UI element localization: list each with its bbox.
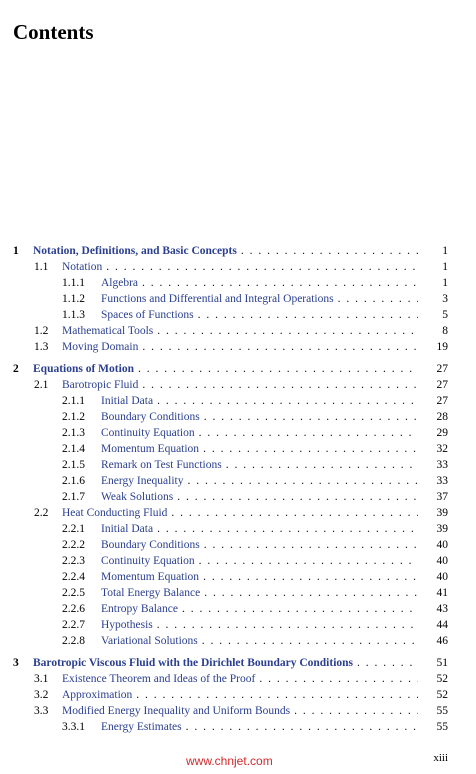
dot-leader — [188, 473, 419, 489]
toc-entry[interactable] — [0, 275, 476, 291]
toc-entry-line — [62, 339, 446, 355]
toc-entry-line — [101, 457, 446, 473]
dot-leader — [177, 489, 418, 505]
toc-entry-page: 5 — [442, 309, 448, 321]
toc-entry-page: 52 — [436, 673, 448, 685]
toc-entry-title-link[interactable]: Momentum Equation — [101, 571, 200, 583]
toc-entry-number: 2.2.2 — [62, 539, 85, 551]
toc-entry-line — [101, 307, 446, 323]
toc-entry[interactable] — [0, 393, 476, 409]
toc-entry-page: 41 — [436, 587, 448, 599]
toc-entry-number: 3.1 — [34, 673, 49, 685]
dot-leader — [357, 655, 418, 671]
toc-entry-page: 1 — [442, 277, 448, 289]
toc-entry-title-link[interactable]: Functions and Differential and Integral Operations — [101, 293, 334, 305]
toc-entry-page: 44 — [436, 619, 448, 631]
toc-entry-title-link[interactable]: Initial Data — [101, 523, 154, 535]
toc-entry[interactable] — [0, 633, 476, 649]
toc-entry[interactable] — [0, 671, 476, 687]
dot-leader — [171, 505, 418, 521]
toc-entry-page: 55 — [436, 705, 448, 717]
toc-entry-line — [101, 617, 446, 633]
toc-entry-page: 55 — [436, 721, 448, 733]
toc-entry[interactable] — [0, 441, 476, 457]
toc-entry-line — [101, 291, 446, 307]
toc-entry-page: 27 — [436, 395, 448, 407]
toc-entry-title-link[interactable]: Weak Solutions — [101, 491, 174, 503]
toc-entry-page: 33 — [436, 459, 448, 471]
toc-entry[interactable] — [0, 425, 476, 441]
toc-entry-page: 39 — [436, 523, 448, 535]
toc-entry-page: 46 — [436, 635, 448, 647]
toc-entry-number: 3 — [13, 657, 19, 669]
toc-entry-line — [101, 393, 446, 409]
dot-leader — [157, 323, 418, 339]
toc-entry-line — [62, 703, 446, 719]
toc-entry-number: 3.3 — [34, 705, 49, 717]
toc-entry-line — [101, 633, 446, 649]
toc-entry-title-link[interactable]: Momentum Equation — [101, 443, 200, 455]
dot-leader — [259, 671, 418, 687]
toc-entry-number: 2.1.4 — [62, 443, 85, 455]
toc-entry-line — [101, 409, 446, 425]
toc-entry-line — [62, 671, 446, 687]
toc-entry-title-link[interactable]: Remark on Test Functions — [101, 459, 222, 471]
toc-entry-title-link[interactable]: Spaces of Functions — [101, 309, 194, 321]
dot-leader — [204, 585, 418, 601]
toc-entry-line — [101, 521, 446, 537]
toc-entry[interactable] — [0, 259, 476, 275]
toc-entry[interactable] — [0, 703, 476, 719]
toc-entry-number: 1.1.3 — [62, 309, 85, 321]
toc-entry-line — [101, 441, 446, 457]
toc-entry[interactable] — [0, 719, 476, 735]
toc-entry-number: 2.2.1 — [62, 523, 85, 535]
toc-entry-title-link[interactable]: Entropy Balance — [101, 603, 178, 615]
toc-entry[interactable] — [0, 521, 476, 537]
toc-entry-title-link[interactable]: Algebra — [101, 277, 139, 289]
toc-entry[interactable] — [0, 473, 476, 489]
table-of-contents — [0, 243, 476, 735]
toc-entry-line — [33, 243, 446, 259]
toc-entry[interactable] — [0, 323, 476, 339]
toc-entry-page: 37 — [436, 491, 448, 503]
dot-leader — [142, 275, 418, 291]
toc-entry-title-link[interactable]: Modified Energy Inequality and Uniform Bounds — [62, 705, 291, 717]
toc-entry-number: 2 — [13, 363, 19, 375]
toc-entry-number: 2.1 — [34, 379, 49, 391]
dot-leader — [203, 569, 418, 585]
page-number: xiii — [433, 752, 448, 764]
dot-leader — [142, 377, 418, 393]
toc-entry-page: 39 — [436, 507, 448, 519]
toc-entry-page: 1 — [442, 261, 448, 273]
toc-entry[interactable] — [0, 655, 476, 671]
toc-entry[interactable] — [0, 457, 476, 473]
toc-entry-line — [101, 601, 446, 617]
toc-entry-title-link[interactable]: Variational Solutions — [101, 635, 198, 647]
toc-entry[interactable] — [0, 489, 476, 505]
toc-entry-page: 8 — [442, 325, 448, 337]
dot-leader — [157, 617, 418, 633]
toc-entry[interactable] — [0, 601, 476, 617]
toc-entry-line — [62, 687, 446, 703]
toc-entry-line — [62, 505, 446, 521]
toc-entry-title-link[interactable]: Mathematical Tools — [62, 325, 154, 337]
toc-entry[interactable] — [0, 537, 476, 553]
toc-entry-title-link[interactable]: Total Energy Balance — [101, 587, 201, 599]
toc-entry-line — [33, 655, 446, 671]
toc-entry[interactable] — [0, 291, 476, 307]
toc-entry-number: 2.2.3 — [62, 555, 85, 567]
toc-entry[interactable] — [0, 569, 476, 585]
toc-entry-number: 2.2.7 — [62, 619, 85, 631]
watermark-text: www.chnjet.com — [186, 754, 273, 768]
toc-entry-number: 1.1 — [34, 261, 49, 273]
toc-entry-page: 32 — [436, 443, 448, 455]
toc-entry-line — [101, 425, 446, 441]
toc-entry-number: 3.3.1 — [62, 721, 85, 733]
dot-leader — [182, 601, 418, 617]
toc-entry-page: 40 — [436, 539, 448, 551]
toc-entry-line — [101, 275, 446, 291]
toc-entry-number: 2.2.8 — [62, 635, 85, 647]
toc-entry-line — [101, 719, 446, 735]
toc-entry[interactable] — [0, 409, 476, 425]
toc-entry[interactable] — [0, 339, 476, 355]
toc-entry[interactable] — [0, 617, 476, 633]
toc-entry[interactable] — [0, 687, 476, 703]
dot-leader — [294, 703, 418, 719]
toc-entry-number: 2.2.5 — [62, 587, 85, 599]
toc-entry-title-link[interactable]: Barotropic Viscous Fluid with the Dirichlet Boundary Conditions — [33, 657, 354, 669]
toc-entry[interactable] — [0, 505, 476, 521]
toc-entry-number: 3.2 — [34, 689, 49, 701]
toc-entry-page: 52 — [436, 689, 448, 701]
toc-entry-line — [101, 585, 446, 601]
toc-entry-number: 2.1.2 — [62, 411, 85, 423]
toc-entry-number: 2.2.4 — [62, 571, 85, 583]
toc-entry-title-link[interactable]: Continuity Equation — [101, 555, 195, 567]
toc-entry-title-link[interactable]: Equations of Motion — [33, 363, 134, 375]
toc-entry-number: 1.3 — [34, 341, 49, 353]
page-title: Contents — [13, 20, 94, 44]
toc-entry[interactable] — [0, 585, 476, 601]
toc-entry-number: 1.2 — [34, 325, 49, 337]
toc-entry-title-link[interactable]: Boundary Conditions — [101, 539, 200, 551]
dot-leader — [199, 553, 418, 569]
toc-entry-number: 2.1.1 — [62, 395, 85, 407]
dot-leader — [203, 441, 418, 457]
toc-entry-title-link[interactable]: Continuity Equation — [101, 427, 195, 439]
toc-entry-title-link[interactable]: Initial Data — [101, 395, 154, 407]
toc-entry-line — [101, 553, 446, 569]
dot-leader — [198, 307, 418, 323]
toc-entry[interactable] — [0, 377, 476, 393]
dot-leader — [138, 361, 418, 377]
dot-leader — [204, 409, 418, 425]
toc-entry-number: 2.1.5 — [62, 459, 85, 471]
dot-leader — [157, 521, 418, 537]
toc-entry-line — [62, 377, 446, 393]
dot-leader — [106, 259, 418, 275]
toc-entry-page: 51 — [436, 657, 448, 669]
toc-entry-title-link[interactable]: Hypothesis — [101, 619, 153, 631]
toc-entry-title-link[interactable]: Heat Conducting Fluid — [62, 507, 168, 519]
toc-entry[interactable] — [0, 361, 476, 377]
toc-entry[interactable] — [0, 307, 476, 323]
toc-entry-title-link[interactable]: Notation, Definitions, and Basic Concepts — [33, 245, 237, 257]
toc-entry-number: 2.1.6 — [62, 475, 85, 487]
toc-entry-line — [33, 361, 446, 377]
toc-entry-page: 3 — [442, 293, 448, 305]
toc-entry-page: 28 — [436, 411, 448, 423]
dot-leader — [338, 291, 418, 307]
dot-leader — [157, 393, 418, 409]
toc-entry-page: 1 — [442, 245, 448, 257]
toc-entry-page: 43 — [436, 603, 448, 615]
toc-entry-number: 1.1.1 — [62, 277, 85, 289]
toc-entry[interactable] — [0, 553, 476, 569]
toc-entry-title-link[interactable]: Energy Inequality — [101, 475, 184, 487]
toc-entry-page: 19 — [436, 341, 448, 353]
toc-entry-page: 27 — [436, 363, 448, 375]
toc-entry[interactable] — [0, 243, 476, 259]
toc-entry-title-link[interactable]: Moving Domain — [62, 341, 139, 353]
toc-entry-number: 2.1.7 — [62, 491, 85, 503]
dot-leader — [199, 425, 418, 441]
toc-entry-title-link[interactable]: Boundary Conditions — [101, 411, 200, 423]
dot-leader — [204, 537, 418, 553]
toc-entry-number: 2.1.3 — [62, 427, 85, 439]
dot-leader — [241, 243, 418, 259]
toc-entry-title-link[interactable]: Barotropic Fluid — [62, 379, 139, 391]
dot-leader — [136, 687, 418, 703]
toc-entry-page: 29 — [436, 427, 448, 439]
toc-entry-page: 27 — [436, 379, 448, 391]
toc-entry-title-link[interactable]: Notation — [62, 261, 103, 273]
toc-entry-number: 2.2.6 — [62, 603, 85, 615]
toc-entry-number: 2.2 — [34, 507, 49, 519]
toc-entry-page: 33 — [436, 475, 448, 487]
toc-entry-page: 40 — [436, 555, 448, 567]
toc-entry-line — [62, 259, 446, 275]
toc-entry-line — [101, 569, 446, 585]
dot-leader — [226, 457, 418, 473]
toc-entry-number: 1 — [13, 245, 19, 257]
toc-entry-line — [101, 473, 446, 489]
dot-leader — [186, 719, 418, 735]
dot-leader — [202, 633, 418, 649]
toc-entry-page: 40 — [436, 571, 448, 583]
toc-entry-title-link[interactable]: Approximation — [62, 689, 133, 701]
dot-leader — [142, 339, 418, 355]
toc-entry-number: 1.1.2 — [62, 293, 85, 305]
toc-entry-title-link[interactable]: Existence Theorem and Ideas of the Proof — [62, 673, 256, 685]
toc-entry-line — [101, 537, 446, 553]
toc-entry-line — [62, 323, 446, 339]
toc-entry-title-link[interactable]: Energy Estimates — [101, 721, 182, 733]
toc-entry-line — [101, 489, 446, 505]
